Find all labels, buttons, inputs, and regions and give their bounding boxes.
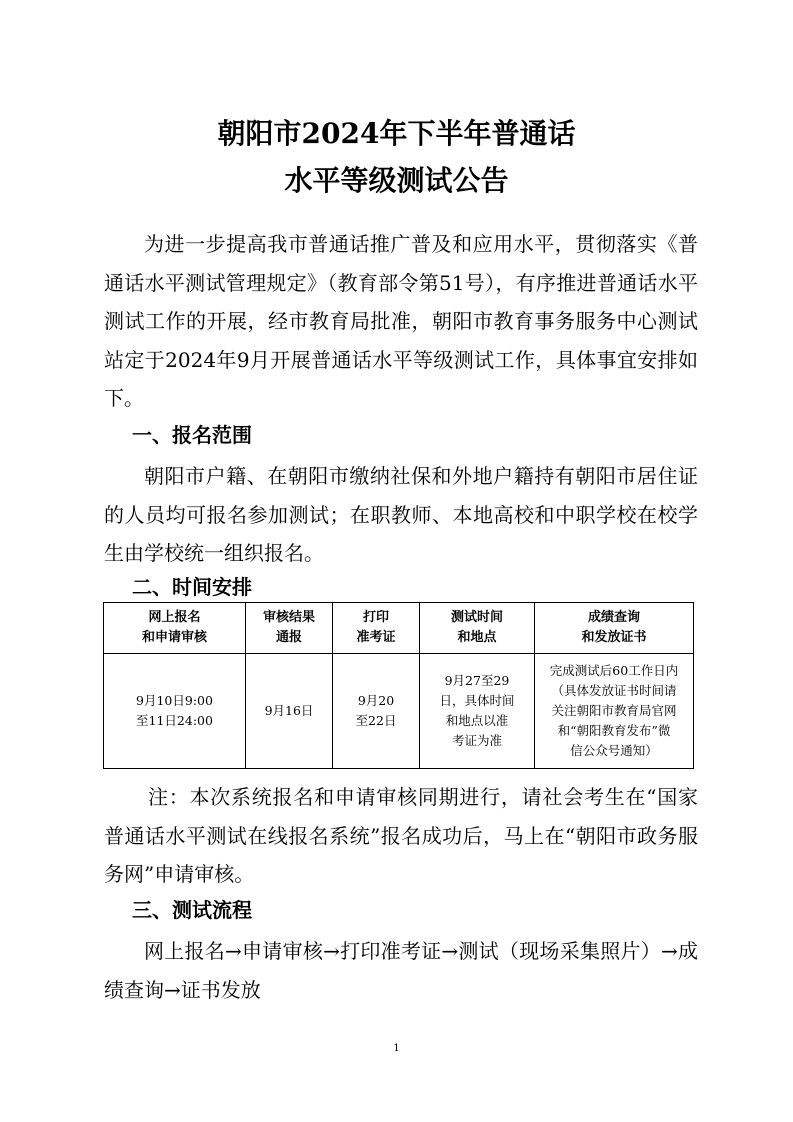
header-line: 和地点 bbox=[457, 630, 497, 645]
header-line: 成绩查询 bbox=[587, 610, 640, 625]
header-line: 通报 bbox=[275, 630, 302, 645]
table-header-cell bbox=[104, 603, 246, 654]
cell-line: 和地点以准 bbox=[445, 713, 509, 728]
cell-line: 和“朝阳教育发布”微 bbox=[557, 723, 671, 738]
table-header-cell bbox=[333, 603, 420, 654]
cell-line: 9月16日 bbox=[264, 703, 314, 718]
table-header-row bbox=[104, 603, 694, 654]
scope-paragraph: 朝阳市户籍、在朝阳市缴纳社保和外地户籍持有朝阳市居住证的人员均可报名参加测试；在职教师、本地高校和中职学校在校学生由学校统一组织报名。 bbox=[104, 464, 698, 565]
page-title-line-2: 水平等级测试公告 bbox=[284, 164, 509, 197]
cell-line: 考证为准 bbox=[451, 733, 502, 748]
table-header-cell bbox=[246, 603, 333, 654]
cell-line: 完成测试后60工作日内 bbox=[549, 663, 679, 678]
table-header-cell bbox=[535, 603, 694, 654]
cell-line: 9月27至29 bbox=[444, 673, 510, 688]
table-row bbox=[104, 654, 694, 769]
cell-line: 关注朝阳市教育局官网 bbox=[551, 703, 677, 718]
cell-line: 至11日24:00 bbox=[136, 713, 213, 728]
section-heading-scope: 一、报名范围 bbox=[132, 423, 252, 447]
intro-paragraph: 为进一步提高我市普通话推广普及和应用水平，贯彻落实《普通话水平测试管理规定》（教育部令第51号），有序推进普通话水平测试工作的开展，经市教育局批准，朝阳市教育事务服务中心测试站定于2024年9月开展普通话水平等级测试工作，具体事宜安排如下。 bbox=[104, 232, 698, 410]
table-cell bbox=[246, 654, 333, 769]
page-number: 1 bbox=[393, 1043, 400, 1054]
table-cell bbox=[104, 654, 246, 769]
process-paragraph: 网上报名→申请审核→打印准考证→测试（现场采集照片）→成绩查询→证书发放 bbox=[104, 939, 698, 1002]
cell-line: 信公众号通知） bbox=[570, 743, 658, 758]
cell-line: 至22日 bbox=[355, 713, 397, 728]
table-cell bbox=[333, 654, 420, 769]
header-line: 测试时间 bbox=[450, 610, 503, 625]
section-heading-schedule: 二、时间安排 bbox=[132, 575, 252, 599]
header-line: 准考证 bbox=[356, 630, 396, 645]
note-paragraph: 注：本次系统报名和申请审核同期进行，请社会考生在“国家普通话水平测试在线报名系统”报名成功后，马上在“朝阳市政务服务网”申请审核。 bbox=[104, 785, 698, 886]
cell-line: 日，具体时间 bbox=[439, 693, 515, 708]
section-heading-process: 三、测试流程 bbox=[132, 898, 252, 922]
page-title-line-1: 朝阳市2024年下半年普通话 bbox=[217, 117, 576, 150]
table-cell bbox=[420, 654, 535, 769]
header-line: 打印 bbox=[362, 610, 389, 625]
header-line: 审核结果 bbox=[262, 610, 315, 625]
header-line: 网上报名 bbox=[148, 610, 201, 625]
cell-line: （具体发放证书时间请 bbox=[551, 683, 677, 698]
table-cell bbox=[535, 654, 694, 769]
header-line: 和申请审核 bbox=[141, 630, 207, 645]
cell-line: 9月10日9:00 bbox=[136, 693, 213, 708]
schedule-table bbox=[103, 602, 694, 769]
table-header-cell bbox=[420, 603, 535, 654]
header-line: 和发放证书 bbox=[581, 630, 647, 645]
cell-line: 9月20 bbox=[357, 693, 395, 708]
